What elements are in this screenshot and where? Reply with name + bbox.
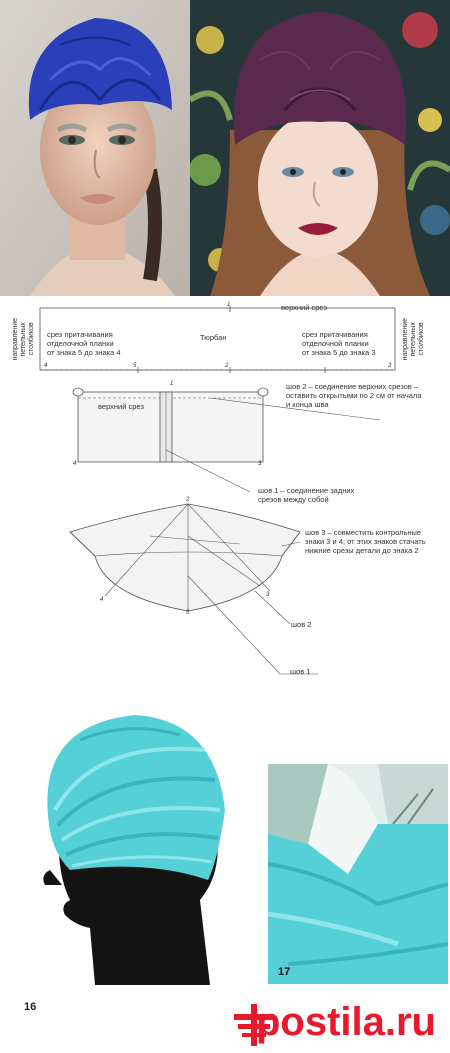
photo-fig17-detail [268, 764, 448, 984]
pattern-center-label: Тюрбан [200, 333, 227, 342]
step2-seam2-label: шов 2 [291, 620, 312, 629]
blue-turban-illustration [0, 0, 190, 296]
step1-mark-4: 4 [73, 461, 77, 467]
pattern-mark-3: 3 [388, 363, 392, 369]
pattern-mark-4: 4 [44, 363, 48, 369]
pattern-mark-5: 5 [133, 363, 137, 369]
step1-mark-1: 1 [170, 381, 174, 387]
step2-mark-3: 3 [266, 592, 270, 598]
photo-purple-turban [190, 0, 450, 296]
pattern-right-note: срез притачивания отделочной планки от знака 5 до знака 3 [302, 330, 376, 357]
step2-diagram [0, 496, 450, 696]
step2-seam1-label: шов 1 [290, 667, 311, 676]
step2-mark-5: 5 [186, 610, 190, 616]
photo-blue-turban [0, 0, 190, 296]
pattern-left-direction: направление петельных столбиков [12, 318, 35, 361]
turquoise-turban-mannequin-illustration [0, 700, 260, 1000]
pattern-left-note: срез притачивания отделочной планки от знака 5 до знака 4 [47, 330, 121, 357]
pattern-right-direction: направление петельных столбиков [402, 318, 425, 361]
figure-number-17: 17 [278, 966, 291, 978]
step1-top-edge-label: верхний срез [98, 402, 144, 411]
step1-seam2-note: шов 2 – соединение верхних срезов – оставить открытыми по 2 см от начала и конца шва [286, 382, 422, 409]
step1-mark-3: 3 [258, 461, 262, 467]
postila-brand-text[interactable]: postila.ru [255, 1000, 436, 1044]
pattern-top-edge-label: верхний срез [281, 303, 327, 312]
pattern-mark-1: 1 [227, 302, 231, 308]
step2-mark-4: 4 [100, 597, 104, 603]
step2-seam3-note: шов 3 – совместить контрольные знаки 3 и 4; от этих знаков стачать нижние срезы детали до знака 2 [305, 528, 426, 555]
purple-turban-illustration [190, 0, 450, 296]
figure-number-16: 16 [24, 1001, 37, 1013]
step2-mark-2: 2 [186, 497, 190, 503]
photo-fig16-mannequin [0, 700, 260, 1000]
pattern-mark-2: 2 [225, 363, 229, 369]
step1-seam1-note: шов 1 – соединение задних срезов между собой [258, 486, 355, 504]
turquoise-fabric-detail-illustration [268, 764, 448, 984]
